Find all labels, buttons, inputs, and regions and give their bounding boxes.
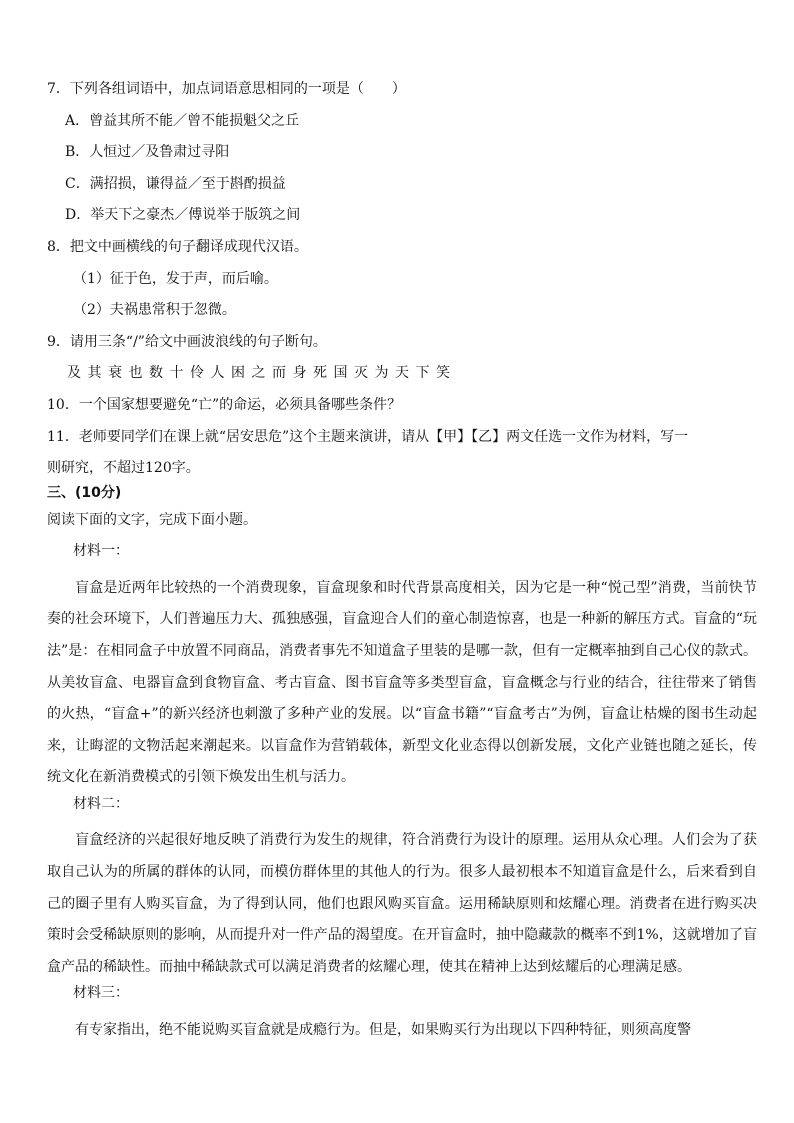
question-9-sentence: 及其衰也数十伶人困之而身死国灭为天下笑 [67, 365, 457, 382]
question-9-stem: 9．请用三条“/”给文中画波浪线的句子断句。 [47, 333, 327, 350]
question-7-option-d: D．举天下之豪杰／傅说举于版筑之间 [65, 207, 301, 224]
section-3-instruction: 阅读下面的文字，完成下面小题。 [47, 512, 257, 529]
question-7-option-a: A．曾益其所不能／曾不能损魁父之丘 [65, 112, 300, 129]
question-11-line-1: 11．老师要同学们在课上就“居安思危”这个主题来演讲，请从【甲】【乙】两文任选一文作为材料，写一 [47, 428, 689, 445]
question-7-stem: 7．下列各组词语中，加点词语意思相同的一项是（ ） [47, 81, 406, 97]
question-8-item-2: （2）夫祸患常积于忽微。 [73, 302, 236, 319]
question-11-line-2: 则研究，不超过120字。 [47, 460, 200, 477]
material-3-text: 有专家指出，绝不能说购买盲盒就是成瘾行为。但是，如果购买行为出现以下四种特征，则须高度警 [75, 1022, 691, 1039]
question-10-stem: 10．一个国家想要避免“亡”的命运，必须具备哪些条件？ [47, 396, 402, 413]
material-1-text: 盲盒是近两年比较热的一个消费现象，盲盒现象和时代背景高度相关，因为它是一种“悦己型”消费，当前快节奏的社会环境下，人们普遍压力大、孤独感强，盲盒迎合人们的童心制造惊喜，也是一种新的解压方式。盲盒的“玩法”是：在相同盒子中放置不同商品，消费者事先不知道盒子里装的是哪一款，但有一定概率抽到自己心仪的款式。从美妆盲盒、电器盲盒到食物盲盒、考古盲盒、图书盲盒等多类型盲盒，盲盒概念与行业的结合，往往带来了销售的火热，“盲盒+”的新兴经济也刺激了多种产业的发展。以“盲盒书籍”“盲盒考古”为例，盲盒让枯燥的图书生动起来，让晦涩的文物活起来潮起来。以盲盒作为营销载体，新型文化业态得以创新发展，文化产业链也随之延长，传统文化在新消费模式的引领下焕发出生机与活力。 [47, 579, 757, 786]
question-8-stem: 8．把文中画横线的句子翻译成现代汉语。 [47, 238, 308, 255]
question-7-option-c: C．满招损，谦得益／至于斟酌损益 [65, 175, 286, 192]
question-8-item-1: （1）征于色，发于声，而后喻。 [73, 270, 278, 287]
material-2-label: 材料二： [73, 795, 129, 812]
question-7-option-b: B．人恒过／及鲁肃过寻阳 [65, 144, 230, 161]
material-1-label: 材料一： [73, 543, 129, 560]
material-2-text: 盲盒经济的兴起很好地反映了消费行为发生的规律，符合消费行为设计的原理。运用从众心理。人们会为了获取自己认为的所属的群体的认同，而模仿群体里的其他人的行为。很多人最初根本不知道盲盒是什么，后来看到自己的圈子里有人购买盲盒，为了得到认同，他们也跟风购买盲盒。运用稀缺原则和炫耀心理。消费者在进行购买决策时会受稀缺原则的影响，从而提升对一件产品的渴望度。在开盲盒时，抽中隐藏款的概率不到1%，这就增加了盲盒产品的稀缺性。而抽中稀缺款式可以满足消费者的炫耀心理，使其在精神上达到炫耀后的心理满足感。 [47, 832, 757, 975]
material-3-label: 材料三： [73, 985, 129, 1002]
section-3-title: 三、(10分) [47, 485, 122, 502]
